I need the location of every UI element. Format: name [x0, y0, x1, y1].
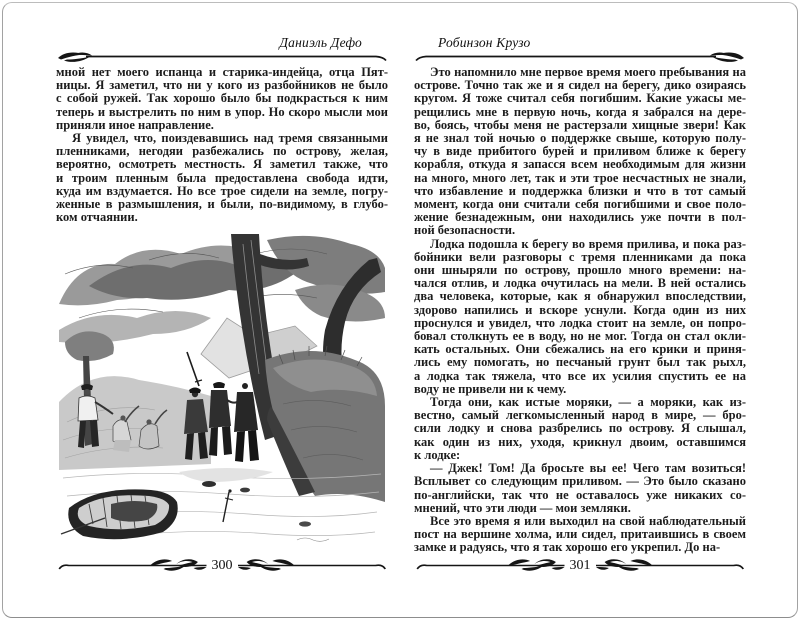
text-line: что избавление и поддержка близки и что в тот самый: [414, 183, 746, 198]
running-head-author: Даниэль Дефо: [279, 35, 362, 50]
text-line: к лодке:: [414, 447, 461, 462]
text-line: как один из них, уходя, крикнул двоим, оставшимся: [414, 434, 746, 449]
running-head-title: Робинзон Крузо: [438, 35, 531, 50]
footer-flourish-left: [414, 555, 565, 577]
illustration-engraving: [59, 234, 385, 556]
text-line: и троим пленным была предоставлена свобода идти,: [56, 170, 388, 185]
text-line: кругом. Я тоже считал себя погибшим. Какие ужасы ме-: [414, 91, 746, 106]
text-line: момент, когда они считали себя погибшими и свое поло-: [414, 197, 746, 212]
text-line: мной нет моего испанца и старика-индейца, отца Пят-: [56, 65, 388, 79]
text-line: бовал столкнуть ее в воду, но не мог. Тогда он стал окли-: [414, 329, 746, 344]
header-rule-right: [414, 50, 746, 63]
right-page: [414, 0, 746, 620]
paragraph: [414, 515, 746, 555]
left-page-text: [56, 66, 388, 224]
text-line: бойники вели разговоры с тремя пленниками да пока: [414, 249, 746, 264]
text-line: они шныряли по острову, прошло много времени: на-: [414, 263, 746, 278]
text-line: мнений, что эти люди — мои земляки.: [414, 500, 631, 515]
paragraph: [56, 132, 388, 224]
right-page-footer: [414, 554, 746, 577]
text-line: Все это время я или выходил на свой наблюдательный: [430, 513, 746, 528]
text-line: женные в размышления, и были, по-видимому, в глубо-: [56, 197, 388, 212]
paragraph: [414, 396, 746, 462]
paragraph: [414, 462, 746, 515]
text-line: ной безопасности.: [414, 223, 516, 238]
text-line: — Джек! Том! Да бросьте вы ее! Чего там возиться!: [430, 461, 746, 476]
text-line: проснулся и увидел, что лодка стоит на земле, он попро-: [414, 315, 746, 330]
text-line: рещились мне в первую ночь, когда я забрался на дере-: [414, 104, 746, 119]
text-line: вероятно, осмотреть местность. Я заметил также, что: [56, 157, 388, 172]
text-line: вестно, самый легкомысленный народ в мире, — бро-: [414, 408, 746, 423]
header-rule-left: [56, 50, 388, 63]
text-line: Тогда они, как истые моряки, — а моряки, как из-: [430, 395, 746, 410]
text-line: Всплывет со следующим приливом. — Это было сказано: [414, 474, 746, 489]
text-line: теперь и выстрелить по ним в упор. Но скоро мысли мои: [56, 104, 388, 119]
illustration-boat: [61, 489, 178, 539]
text-line: ницы. Я заметил, что ни у кого из разбойников не было: [56, 78, 388, 93]
text-line: а лодка так тяжела, что все их усилия спустить ее на: [414, 368, 746, 383]
text-line: жение безнадежным, они находились уже почти в пол-: [414, 210, 746, 225]
text-line: ком отчаянии.: [56, 210, 138, 225]
footer-flourish-left: [56, 555, 207, 577]
text-line: корабля, откуда я запасся всем необходимым для жизни: [414, 157, 746, 172]
paragraph: [56, 66, 388, 132]
left-page-footer: [56, 554, 388, 577]
text-line: сили лодку и снова разбрелись по острову. Я слышал,: [414, 421, 746, 436]
text-line: во, боясь, чтобы меня не растерзали хищные звери! Как: [414, 117, 746, 132]
text-line: воду не привели ни к чему.: [414, 381, 567, 396]
paragraph: [414, 238, 746, 396]
text-line: Лодка подошла к берегу во время прилива, и пока раз-: [430, 236, 746, 251]
text-line: я не знал той ночью о поддержке свыше, которую полу-: [414, 131, 746, 146]
footer-flourish-right: [596, 555, 747, 577]
text-line: замке и радуясь, что я так хорошо его укрепил. До на-: [414, 540, 721, 555]
text-line: здорово напились и вскоре уснули. Когда один из них: [414, 302, 746, 317]
text-line: чу в виде прибитого бурей и приливом ближе к берегу: [414, 144, 746, 159]
text-line: чался отлив, и лодка очутилась на мели. В ней остались: [414, 276, 746, 291]
paragraph: [414, 66, 746, 238]
footer-flourish-right: [238, 555, 389, 577]
text-line: на много, много лет, так и эти трое несчастных не знали,: [414, 170, 746, 185]
text-line: с собой ружей. Так хорошо было бы подкрасться к ним: [56, 91, 388, 106]
text-line: лись ему помогать, но песчаный грунт был так рыхл,: [414, 355, 746, 370]
page-number-left: 300: [211, 557, 233, 573]
page-number-right: 301: [569, 557, 591, 573]
text-line: куда им вздумается. Но все трое сидели на земле, погру-: [56, 183, 388, 198]
text-line: пост на вершине холма, или сидел, притаившись в своем: [414, 527, 746, 542]
text-line: кать остальных. Они сбежались на его крики и приня-: [414, 342, 746, 357]
text-line: Это напомнило мне первое время моего пребывания на: [430, 65, 746, 79]
text-line: острове. Точно так же и я сидел на берегу, дико озираясь: [414, 78, 746, 93]
text-line: два человека, которые, как я обнаружил впоследствии,: [414, 289, 746, 304]
left-page: [56, 0, 388, 620]
text-line: Я увидел, что, поиздевавшись над тремя связанными: [72, 131, 388, 146]
text-line: по-английски, так что не оставалось уже никаких со-: [414, 487, 746, 502]
right-page-text: [414, 66, 746, 555]
text-line: пленниками, негодяи разбежались по острову, желая,: [56, 144, 388, 159]
text-line: приняли иное направление.: [56, 117, 214, 132]
